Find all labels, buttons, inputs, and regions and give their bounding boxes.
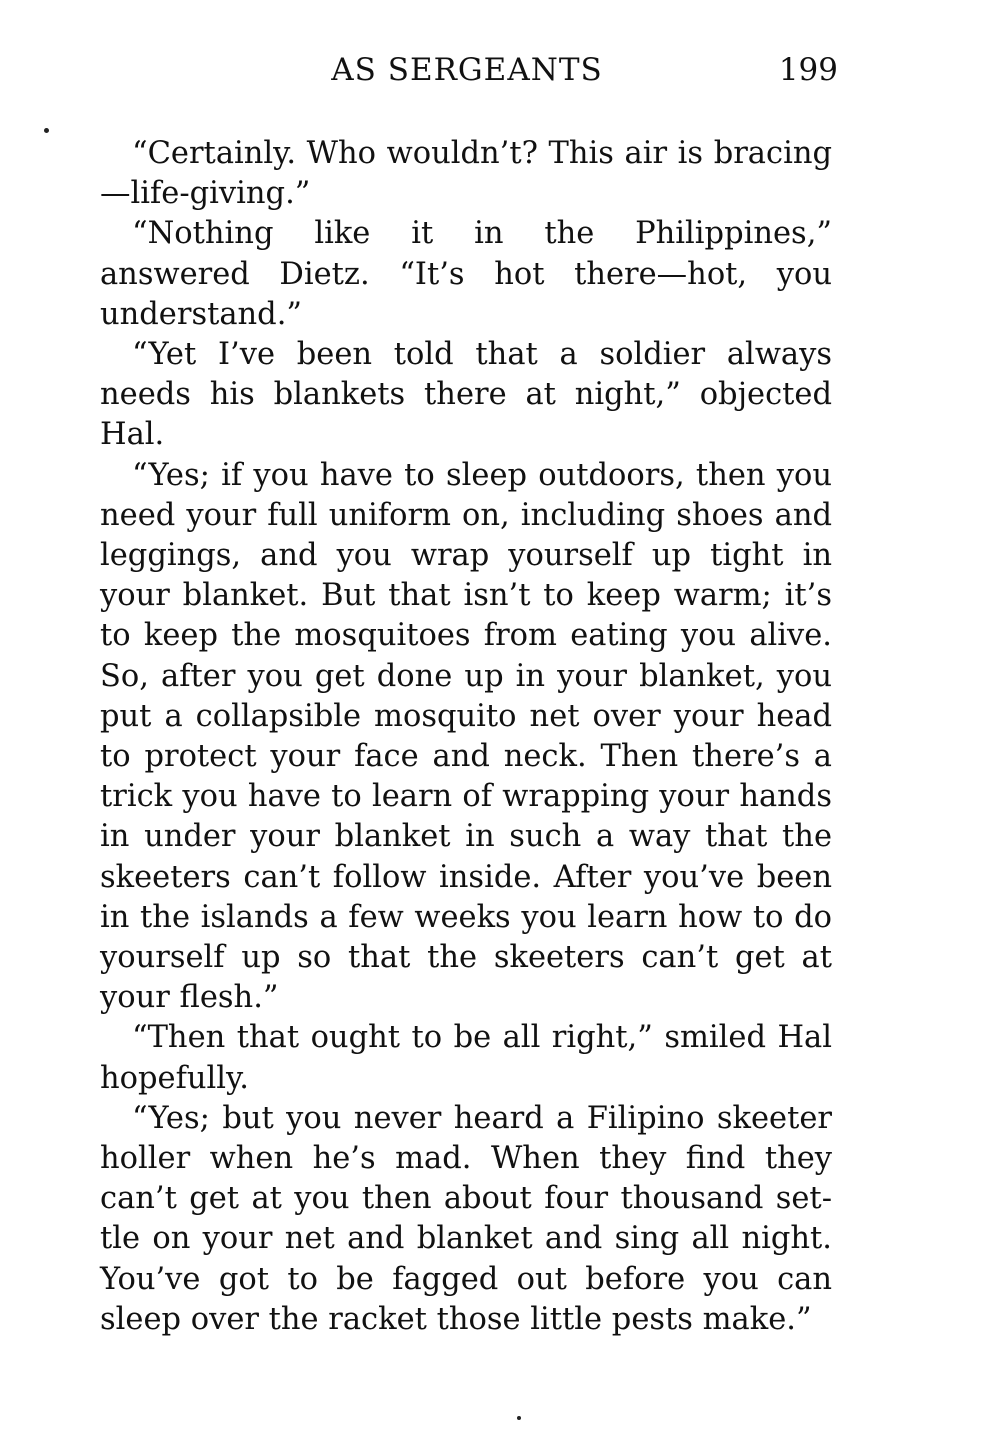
scan-speck <box>517 1416 521 1420</box>
body-text <box>100 134 832 1340</box>
paragraph-6: “Yes; but you never heard a Filipino skeeter holler when he’s mad. When they find they can’t get at you then about four thousand settle on your net and blanket and sing all night. You’ve got to be fagged out before you can sleep over the racket those little pests make.” <box>100 1100 832 1337</box>
paragraph-4: “Yes; if you have to sleep outdoors, then you need your full uniform on, including shoes and leggings, and you wrap yourself up tight in your blanket. But that isn’t to keep warm; it’s to keep the mosquitoes from eating you alive. So, after you get done up in your blanket, you put a collapsible mosquito net over your head to protect your face and neck. Then there’s a trick you have to learn of wrapping your hands in under your blanket in such a way that the skeeters can’t follow inside. After you’ve been in the islands a few weeks you learn how to do yourself up so that the skeeters can’t get at your flesh.” <box>100 457 832 1016</box>
running-head <box>100 48 838 92</box>
paragraph-3: “Yet I’ve been told that a soldier always needs his blankets there at night,” objected Hal. <box>100 337 832 453</box>
paragraph-1: “Certainly. Who wouldn’t? This air is bracing—life-giving.” <box>100 136 832 212</box>
paragraph-5: “Then that ought to be all right,” smiled Hal hopefully. <box>100 1020 832 1096</box>
running-title: AS SERGEANTS <box>331 52 603 88</box>
scan-speck <box>44 128 49 133</box>
page-number: 199 <box>778 52 838 88</box>
paragraph-2: “Nothing like it in the Philippines,” answered Dietz. “It’s hot there—hot, you understand.” <box>100 216 832 332</box>
